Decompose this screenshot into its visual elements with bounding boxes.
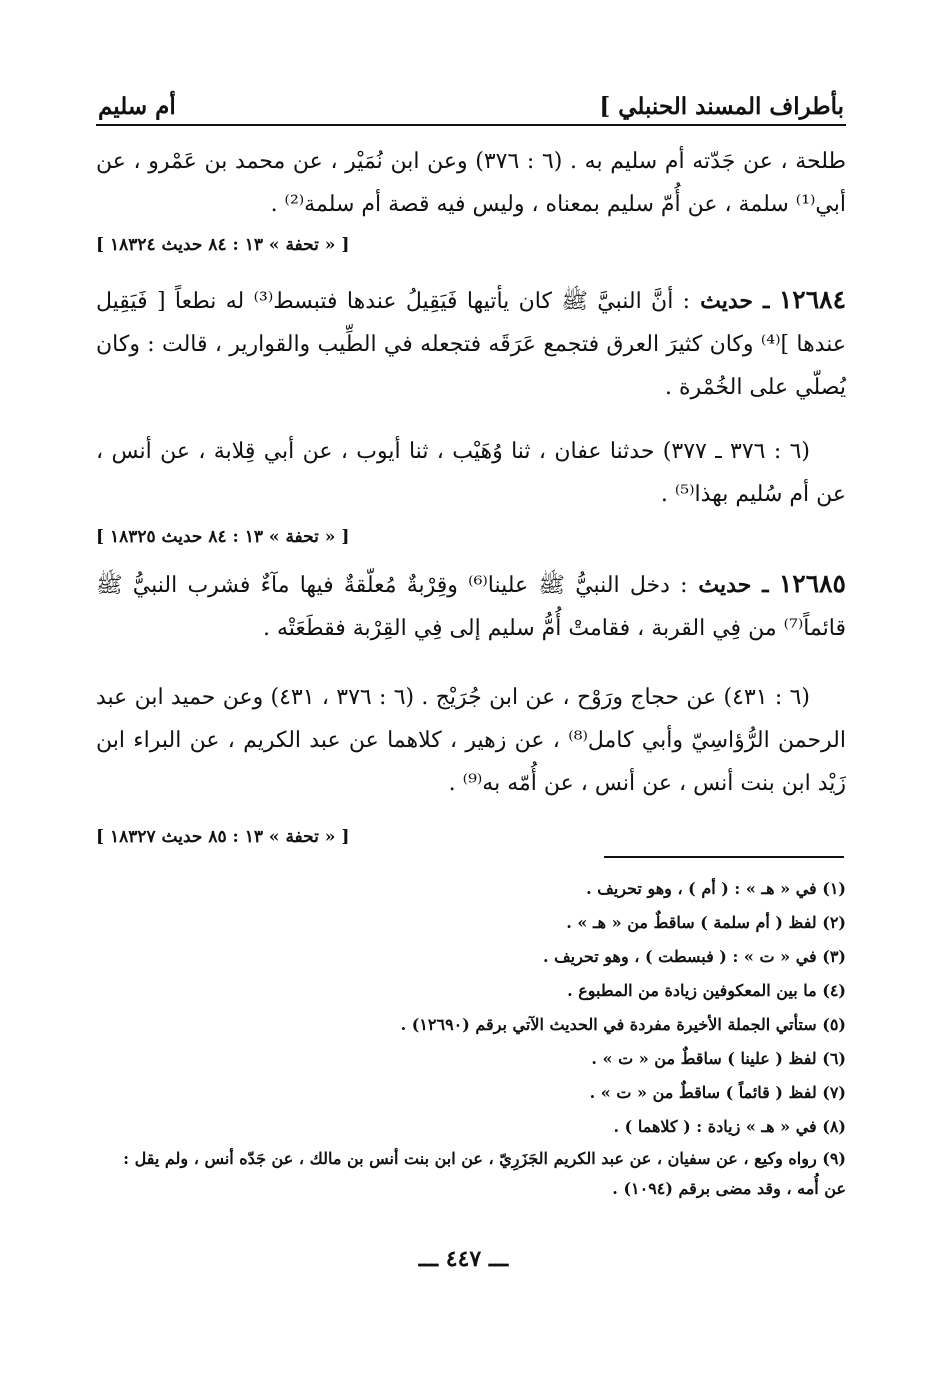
- tuhfa-reference: [96, 232, 846, 258]
- footnote: (١) في « هـ » : ( أم ) ، وهو تحريف .: [586, 879, 846, 898]
- hadith-matn: [96, 562, 846, 650]
- footnote: (٤) ما بين المعكوفين زيادة من المطبوع .: [567, 981, 846, 1000]
- header-book-title: بأطراف المسند الحنبلي ]: [599, 93, 844, 120]
- hadith-chain: [96, 676, 846, 805]
- header-chapter-title: أم سليم: [98, 93, 176, 120]
- tuhfa-reference-text: [ « تحفة » ١٣ : ٨٥ حديث ١٨٣٢٧ ]: [96, 827, 350, 847]
- tuhfa-reference: [96, 524, 846, 550]
- hadith-number: ١٢٦٨٤: [778, 285, 847, 314]
- hadith-entry: [96, 562, 846, 650]
- entry-continuation-text: طلحة ، عن جَدّته أم سليم به . (٦ : ٣٧٦) وعن ابن نُمَيْر ، عن محمد بن عَمْرو ، عن أبي⁽¹⁾ سلمة ، عن أُمّ سليم بمعناه ، وليس فيه قصة أم سلمة⁽²⁾ .: [96, 149, 847, 217]
- footnote: (٦) لفظ ( علينا ) ساقطٌ من « ت » .: [591, 1049, 846, 1068]
- footnote: (٧) لفظ ( قائماً ) ساقطٌ من « ت » .: [589, 1083, 846, 1102]
- tuhfa-reference-text: [ « تحفة » ١٣ : ٨٤ حديث ١٨٣٢٥ ]: [96, 527, 350, 547]
- footnotes: [96, 872, 846, 1204]
- entry-continuation: [96, 140, 846, 226]
- footnote: (٨) في « هـ » زيادة : ( كلاهما ) .: [613, 1117, 846, 1136]
- page-number: ـــ ٤٤٧ ـــ: [418, 1246, 509, 1272]
- hadith-keyword: ـ حديث: [700, 288, 770, 314]
- running-header: [98, 84, 844, 120]
- hadith-chain-text: (٦ : ٣٧٦ ـ ٣٧٧) حدثنا عفان ، ثنا وُهَيْب ، ثنا أيوب ، عن أبي قِلابة ، عن أنس ، عن أم سُليم بهذا⁽⁵⁾ .: [96, 439, 846, 507]
- footnote: (٩) رواه وكيع ، عن سفيان ، عن عبد الكريم الجَزَرِيّ ، عن ابن بنت أنس بن مالك ، عن جَدّه أنس ، ولم يقل : عن أُمه ، وقد مضى برقم (١٠٩٤) .: [123, 1149, 846, 1198]
- header-divider: [96, 124, 846, 126]
- footnote: (٣) في « ت » : ( فبسطت ) ، وهو تحريف .: [542, 947, 846, 966]
- tuhfa-reference-text: [ « تحفة » ١٣ : ٨٤ حديث ١٨٣٢٤ ]: [96, 235, 350, 255]
- hadith-text: : أنَّ النبيَّ ﷺ كان يأتيها فَيَقِيلُ عندها فتبسط⁽³⁾ له نطعاً [ فَيَقِيل عندها ]⁽⁴⁾ وكان كثيرَ العرق فتجمع عَرَقَه فتجعله في الطِّيب والقوارير ، قالت : وكان يُصلّي على الخُمْرة .: [96, 289, 846, 400]
- hadith-entry: [96, 278, 846, 409]
- hadith-matn: [96, 278, 846, 409]
- tuhfa-reference: [96, 824, 846, 850]
- footnote-divider: [604, 856, 844, 858]
- hadith-text: : دخل النبيُّ ﷺ علينا⁽⁶⁾ وقِرْبةٌ مُعلّقةٌ فيها مآءٌ فشرب النبيُّ ﷺ قائماً⁽⁷⁾ من فِي القربة ، فقامتْ أُمُّ سليم إلى فِي القِرْبة فقطَعَتْه .: [96, 573, 846, 641]
- footnote: (٥) ستأتي الجملة الأخيرة مفردة في الحديث الآتي برقم (١٢٦٩٠) .: [400, 1015, 846, 1034]
- footnote: (٢) لفظ ( أم سلمة ) ساقطٌ من « هـ » .: [566, 913, 846, 932]
- hadith-keyword: ـ حديث: [698, 572, 769, 598]
- hadith-chain-text: (٦ : ٤٣١) عن حجاج ورَوْح ، عن ابن جُرَيْج . (٦ : ٣٧٦ ، ٤٣١) وعن حميد ابن عبد الرحمن الرُّؤاسِيّ وأبي كامل⁽⁸⁾ ، عن زهير ، كلاهما عن عبد الكريم ، عن البراء ابن زَيْد ابن بنت أنس ، عن أنس ، عن أُمّه به⁽⁹⁾ .: [96, 685, 846, 796]
- hadith-number: ١٢٦٨٥: [778, 569, 846, 598]
- hadith-chain: [96, 430, 846, 516]
